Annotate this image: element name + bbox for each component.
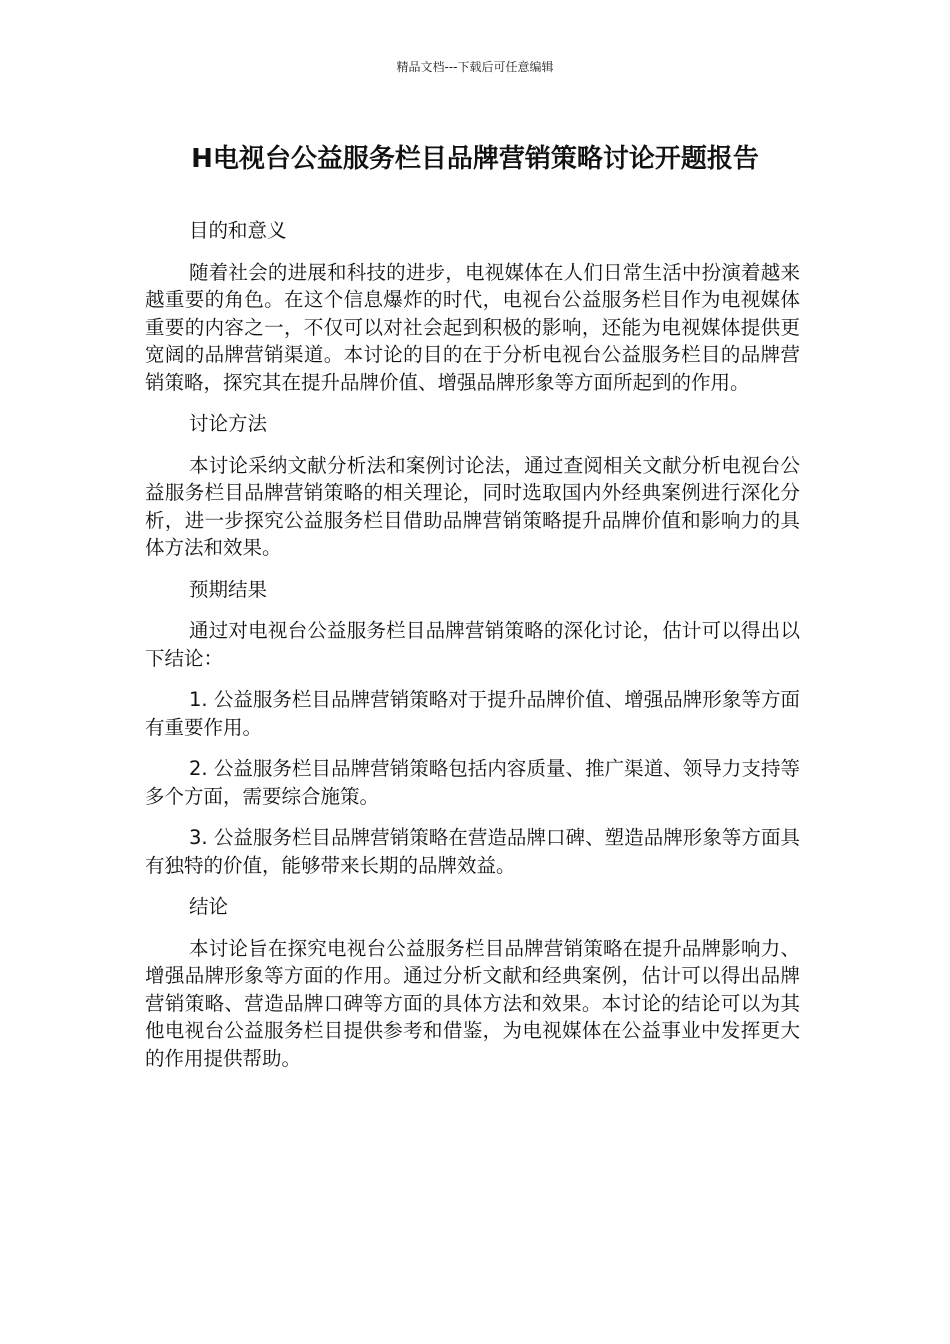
section-heading: 结论 (189, 895, 229, 918)
list-item: 2. 公益服务栏目品牌营销策略包括内容质量、推广渠道、领导力支持等多个方面，需要综合施策。 (145, 757, 800, 808)
section-purpose (145, 217, 800, 396)
section-heading: 预期结果 (189, 577, 268, 601)
body-paragraph: 随着社会的进展和科技的进步，电视媒体在人们日常生活中扮演着越来越重要的角色。在这个信息爆炸的时代，电视台公益服务栏目作为电视媒体重要的内容之一，不仅可以对社会起到积极的影响，还能为电视媒体提供更宽阔的品牌营销渠道。本讨论的目的在于分析电视台公益服务栏目的品牌营销策略，探究其在提升品牌价值、增强品牌形象等方面所起到的作用。 (145, 260, 800, 394)
section-conclusion (145, 893, 800, 1072)
body-paragraph: 本讨论旨在探究电视台公益服务栏目品牌营销策略在提升品牌影响力、增强品牌形象等方面的作用。通过分析文献和经典案例，估计可以得出品牌营销策略、营造品牌口碑等方面的具体方法和效果。本讨论的结论可以为其他电视台公益服务栏目提供参考和借鉴，为电视媒体在公益事业中发挥更大的作用提供帮助。 (145, 936, 800, 1070)
list-item: 3. 公益服务栏目品牌营销策略在营造品牌口碑、塑造品牌形象等方面具有独特的价值，能够带来长期的品牌效益。 (145, 826, 800, 877)
list-item: 1. 公益服务栏目品牌营销策略对于提升品牌价值、增强品牌形象等方面有重要作用。 (145, 688, 800, 739)
body-paragraph: 本讨论采纳文献分析法和案例讨论法，通过查阅相关文献分析电视台公益服务栏目品牌营销策略的相关理论，同时选取国内外经典案例进行深化分析，进一步探究公益服务栏目借助品牌营销策略提升品牌价值和影响力的具体方法和效果。 (145, 453, 800, 559)
section-heading: 讨论方法 (189, 412, 268, 435)
section-method (145, 410, 800, 562)
header-note: 精品文档---下载后可任意编辑 (396, 60, 554, 74)
document-title: H电视台公益服务栏目品牌营销策略讨论开题报告 (191, 144, 759, 174)
body-paragraph: 通过对电视台公益服务栏目品牌营销策略的深化讨论，估计可以得出以下结论： (145, 619, 800, 670)
document-body (145, 217, 800, 1086)
section-expected-results (145, 576, 800, 880)
section-heading: 目的和意义 (189, 219, 287, 242)
